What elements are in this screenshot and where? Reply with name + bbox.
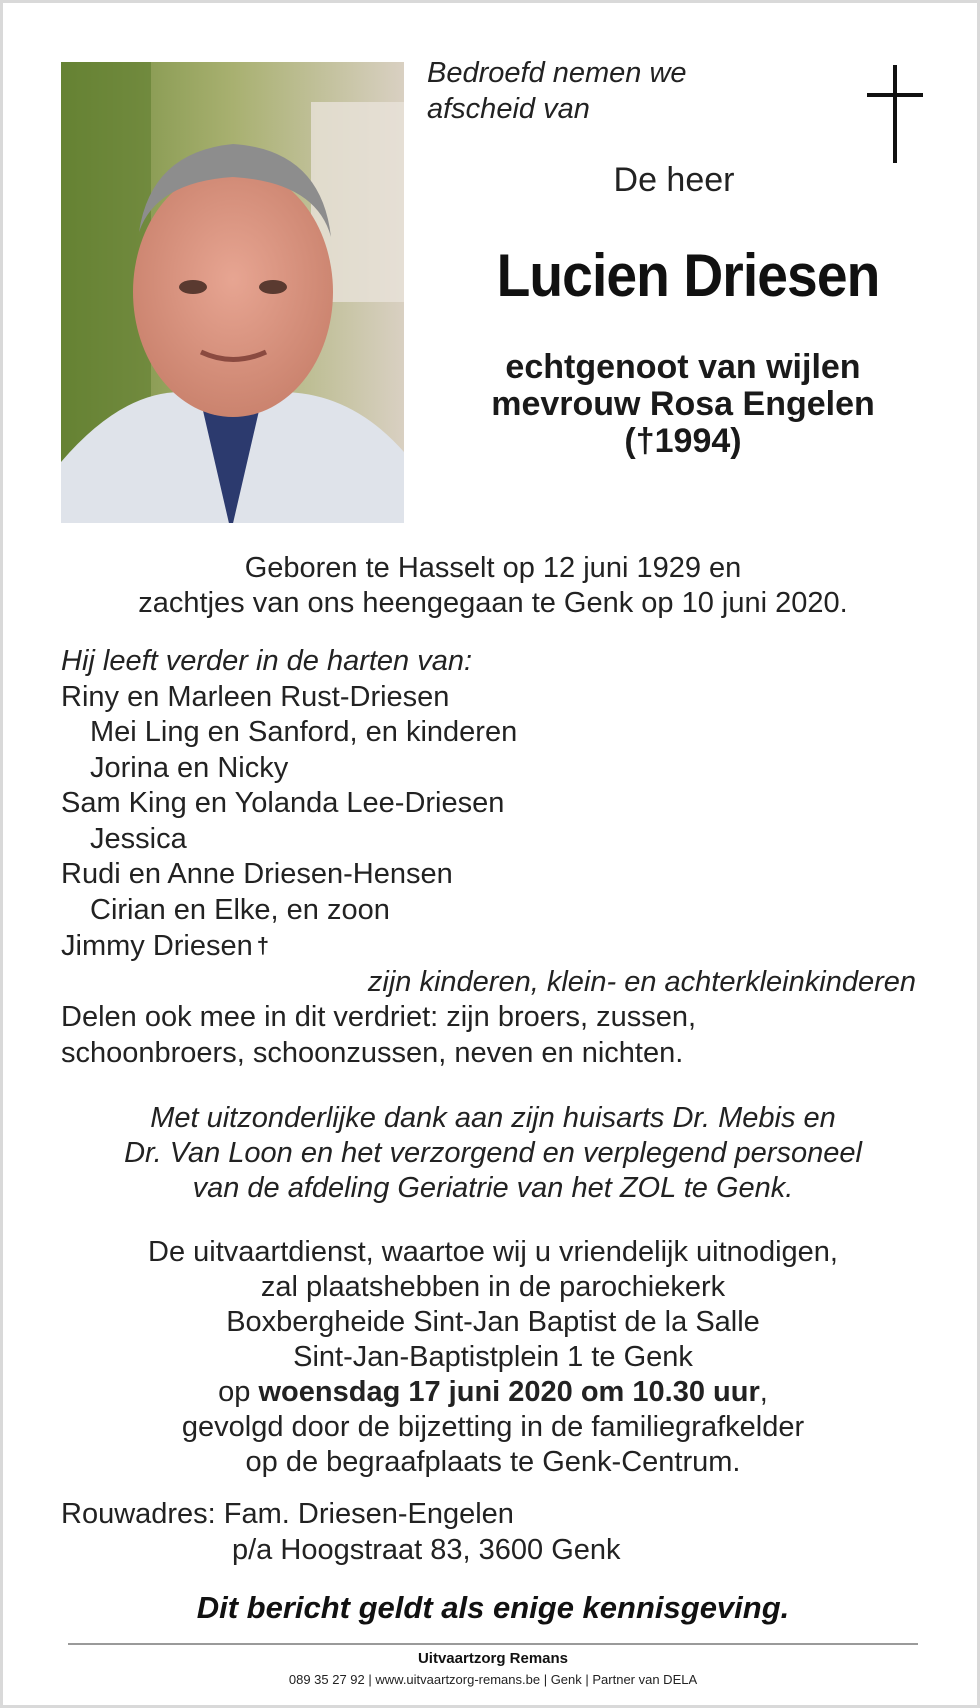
- thanks-line: Met uitzonderlijke dank aan zijn huisarts Dr. Mebis en: [150, 1102, 836, 1134]
- spouse-line: echtgenoot van wijlen: [505, 348, 861, 386]
- survivors-heading: Hij leeft verder in de harten van:: [61, 645, 473, 677]
- relation-label: zijn kinderen, klein- en achterkleinkinderen: [367, 965, 916, 998]
- service-line: op de begraafplaats te Genk-Centrum.: [245, 1446, 741, 1478]
- spouse-line: (†1994): [624, 422, 742, 460]
- service-date-suffix: ,: [759, 1376, 768, 1408]
- list-item: Rudi en Anne Driesen-Hensen: [61, 858, 453, 890]
- address-line: p/a Hoogstraat 83, 3600 Genk: [232, 1533, 621, 1566]
- service-info: [43, 1235, 943, 1480]
- service-line: Boxbergheide Sint-Jan Baptist de la Salle: [226, 1306, 760, 1338]
- spouse-info: [433, 349, 933, 460]
- funeral-home-name: Uitvaartzorg Remans: [417, 1650, 569, 1667]
- list-item: Cirian en Elke, en zoon: [90, 893, 390, 926]
- cross-icon: [865, 65, 925, 163]
- notice-text: Dit bericht geldt als enige kennisgeving.: [196, 1590, 790, 1625]
- footer-divider: [68, 1643, 918, 1645]
- portrait-photo: [61, 62, 404, 523]
- service-date-prefix: op: [218, 1376, 259, 1408]
- list-item-text: Jimmy Driesen: [61, 930, 253, 962]
- mourning-address: [61, 1497, 941, 1568]
- list-item: Riny en Marleen Rust-Driesen: [61, 680, 450, 713]
- portrait-image: [61, 62, 404, 523]
- deceased-name: Lucien Driesen: [496, 242, 880, 309]
- funeral-home-info: 089 35 27 92 | www.uitvaartzorg-remans.be | Genk | Partner van DELA: [288, 1672, 698, 1687]
- service-date: woensdag 17 juni 2020 om 10.30 uur: [258, 1376, 760, 1408]
- small-cross-icon: †: [256, 933, 269, 958]
- thanks-line: Dr. Van Loon en het verzorgend en verplegend personeel: [124, 1137, 862, 1169]
- birth-line: Geboren te Hasselt op 12 juni 1929 en: [244, 552, 742, 584]
- list-item: Sam King en Yolanda Lee-Driesen: [61, 787, 505, 819]
- service-line: zal plaatshebben in de parochiekerk: [260, 1271, 726, 1303]
- list-item: Mei Ling en Sanford, en kinderen: [90, 716, 518, 748]
- intro-line: Bedroefd nemen we: [427, 57, 687, 89]
- service-line: Sint-Jan-Baptistplein 1 te Genk: [293, 1341, 693, 1373]
- service-line: De uitvaartdienst, waartoe wij u vriendelijk uitnodigen,: [148, 1236, 838, 1268]
- list-item: Jessica: [90, 822, 187, 855]
- thanks-line: van de afdeling Geriatrie van het ZOL te Genk.: [192, 1172, 794, 1204]
- intro-line: afscheid van: [427, 93, 590, 125]
- also-sharing-line: schoonbroers, schoonzussen, neven en nichten.: [61, 1036, 684, 1069]
- also-sharing-line: Delen ook mee in dit verdriet: zijn broers, zussen,: [61, 1001, 697, 1033]
- service-line: gevolgd door de bijzetting in de familiegrafkelder: [181, 1411, 805, 1443]
- thanks-text: [43, 1101, 943, 1206]
- intro-text: [427, 55, 687, 127]
- death-line: zachtjes van ons heengegaan te Genk op 10 juni 2020.: [138, 587, 848, 619]
- survivors-list: [61, 644, 941, 1071]
- address-line: Rouwadres: Fam. Driesen-Engelen: [61, 1498, 514, 1530]
- title-prefix: De heer: [613, 161, 735, 199]
- spouse-line: mevrouw Rosa Engelen: [491, 385, 875, 423]
- birth-death-info: [43, 551, 943, 621]
- list-item: Jorina en Nicky: [90, 751, 289, 784]
- list-item: [61, 928, 941, 965]
- service-date-line: [43, 1375, 943, 1410]
